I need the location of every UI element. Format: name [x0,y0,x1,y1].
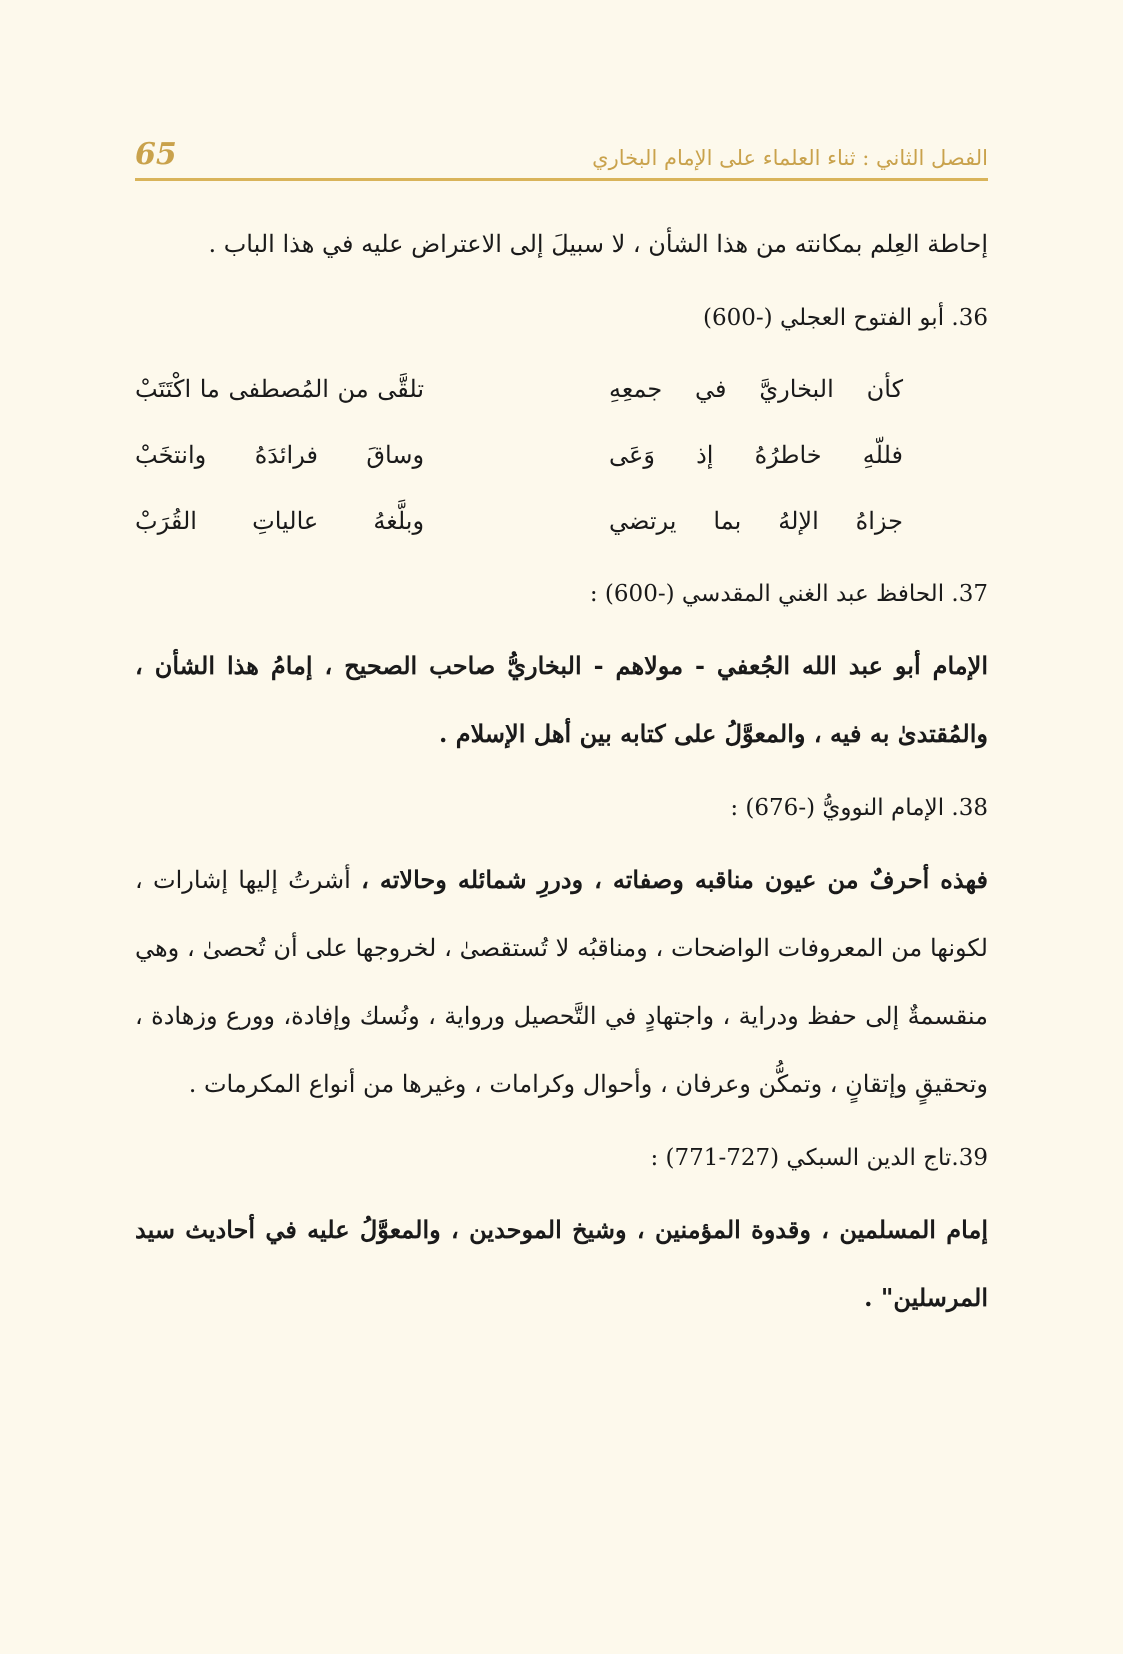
entry-37-title: 37. الحافظ عبد الغني المقدسي (-600) : [589,581,988,607]
verse-2-second-hemistich: وساقَ فرائدَهُ وانتخَبْ [135,441,425,469]
verse-2 [135,422,988,488]
entry-38-quote [135,846,988,1118]
page-number: 65 [135,137,177,172]
entry-38-title: 38. الإمام النوويُّ (-676) : [730,795,988,821]
chapter-title: الفصل الثاني : ثناء العلماء على الإمام البخاري [592,146,988,170]
entry-38-quote-bold: فهذه أحرفٌ من عيون مناقبه وصفاته ، ودررِ شمائله وحالاته ، [361,865,988,894]
verse-3 [135,488,988,554]
entry-37-quote: الإمام أبو عبد الله الجُعفي - مولاهم - البخاريُّ صاحب الصحيح ، إمامُ هذا الشأن ، والمُقتدىٰ به فيه ، والمعوَّلُ على كتابه بين أهل الإسلام . [135,651,988,748]
verse-2-first-hemistich: فللّهِ خاطرُهُ إذ وَعَى [609,441,903,469]
poem [135,356,988,554]
verse-3-second-hemistich: وبلَّغهُ عالياتِ القُرَبْ [135,507,425,535]
verse-1 [135,356,988,422]
verse-3-first-hemistich: جزاهُ الإلهُ بما يرتضي [609,507,903,535]
entry-38-quote-rest: أشرتُ إليها إشارات ، لكونها من المعروفات الواضحات ، ومناقبُه لا تُستقصىٰ ، لخروجها على أن تُحصىٰ ، وهي منقسمةٌ إلى حفظ ودراية ، واجتهادٍ في التَّحصيل ورواية ، ونُسك وإفادة، وورع وزهادة ، وتحقيقٍ وإتقانٍ ، وتمكُّن وعرفان ، وأحوال وكرامات ، وغيرها من أنواع المكرمات . [135,866,988,1098]
verse-1-first-hemistich: كأن البخاريَّ في جمعِهِ [609,375,903,403]
verse-1-second-hemistich: تلقَّى من المُصطفى ما اكْتَتَبْ [135,375,425,403]
entry-36-title: 36. أبو الفتوح العجلي (-600) [703,305,988,331]
intro-line: إحاطة العِلم بمكانته من هذا الشأن ، لا سبيلَ إلى الاعتراض عليه في هذا الباب . [208,230,988,258]
page-header [135,128,988,181]
entry-39-title: 39.تاج الدين السبكي (727-771) : [650,1145,988,1171]
entry-39-quote: إمام المسلمين ، وقدوة المؤمنين ، وشيخ الموحدين ، والمعوَّلُ عليه في أحاديث سيد المرسلين" . [135,1215,988,1312]
page-body [135,210,988,1332]
